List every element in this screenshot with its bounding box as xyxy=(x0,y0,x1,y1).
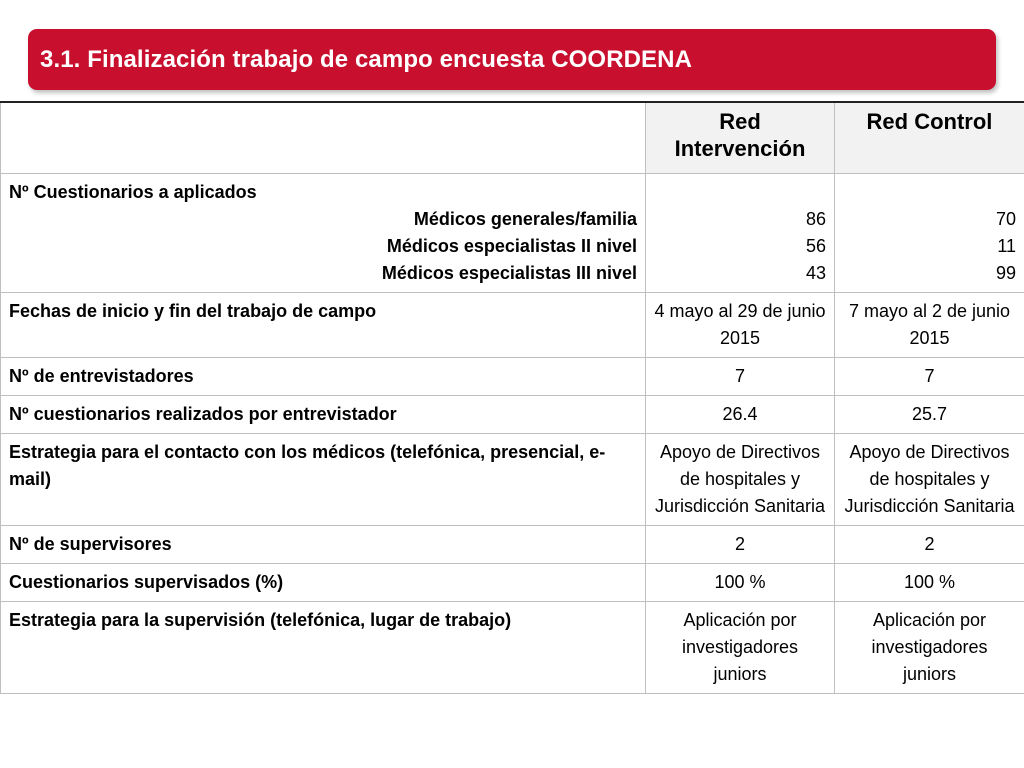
row-label: Estrategia para la supervisión (telefónica, lugar de trabajo) xyxy=(1,602,646,694)
row-label: Nº cuestionarios realizados por entrevistador xyxy=(1,396,646,434)
fieldwork-table xyxy=(0,101,1024,694)
value-intervencion xyxy=(646,293,835,358)
value-control: 7 xyxy=(835,358,1024,396)
value-control: 2 xyxy=(835,526,1024,564)
value-control: 25.7 xyxy=(835,396,1024,434)
sub-label-generales: Médicos generales/familia xyxy=(413,209,637,229)
value-control xyxy=(835,293,1024,358)
value-control: Apoyo de Directivos de hospitales y Jurisdicción Sanitaria xyxy=(835,434,1024,526)
cuestionarios-label: Nº Cuestionarios a aplicados xyxy=(9,182,257,202)
value-cell: 56 xyxy=(805,236,826,256)
value-intervencion: 26.4 xyxy=(646,396,835,434)
row-label-cuestionarios xyxy=(1,174,646,293)
row-label: Nº de entrevistadores xyxy=(1,358,646,396)
table-row-supervisores xyxy=(1,526,1024,564)
table-row-fechas xyxy=(1,293,1024,358)
value-intervencion: 7 xyxy=(646,358,835,396)
value-cell: 99 xyxy=(995,263,1016,283)
table-row-entrevistadores xyxy=(1,358,1024,396)
value-control: Aplicación por investigadores juniors xyxy=(835,602,1024,694)
page-title: 3.1. Finalización trabajo de campo encuesta COORDENA xyxy=(40,45,693,73)
header-red-intervencion: Red Intervención xyxy=(646,102,835,174)
cuestionarios-intervencion xyxy=(646,174,835,293)
sub-label-especialistas-iii: Médicos especialistas III nivel xyxy=(381,263,637,283)
row-label: Estrategia para el contacto con los médicos (telefónica, presencial, e-mail) xyxy=(1,434,646,526)
value-line: 4 mayo al 29 de junio xyxy=(654,301,826,321)
header-empty-cell xyxy=(1,102,646,174)
value-cell: 43 xyxy=(805,263,826,283)
value-intervencion: 2 xyxy=(646,526,835,564)
sub-label-especialistas-ii: Médicos especialistas II nivel xyxy=(386,236,637,256)
row-label: Nº de supervisores xyxy=(1,526,646,564)
value-intervencion: 100 % xyxy=(646,564,835,602)
table-row-estrategia-contacto xyxy=(1,434,1024,526)
header-red-control: Red Control xyxy=(835,102,1024,174)
value-line: 7 mayo al 2 de junio 2015 xyxy=(848,301,1011,348)
value-intervencion: Aplicación por investigadores juniors xyxy=(646,602,835,694)
value-intervencion: Apoyo de Directivos de hospitales y Jurisdicción Sanitaria xyxy=(646,434,835,526)
row-label: Fechas de inicio y fin del trabajo de campo xyxy=(1,293,646,358)
value-control: 100 % xyxy=(835,564,1024,602)
row-label: Cuestionarios supervisados (%) xyxy=(1,564,646,602)
value-cell: 11 xyxy=(997,236,1016,256)
title-banner xyxy=(28,29,996,90)
table-row-cuestionarios xyxy=(1,174,1024,293)
table-row-por-entrevistador xyxy=(1,396,1024,434)
value-cell: 70 xyxy=(995,209,1016,229)
cuestionarios-control xyxy=(835,174,1024,293)
value-cell: 86 xyxy=(805,209,826,229)
table-row-estrategia-supervision xyxy=(1,602,1024,694)
table-header-row xyxy=(1,102,1024,174)
value-line: 2015 xyxy=(719,328,761,348)
table-row-supervisados xyxy=(1,564,1024,602)
